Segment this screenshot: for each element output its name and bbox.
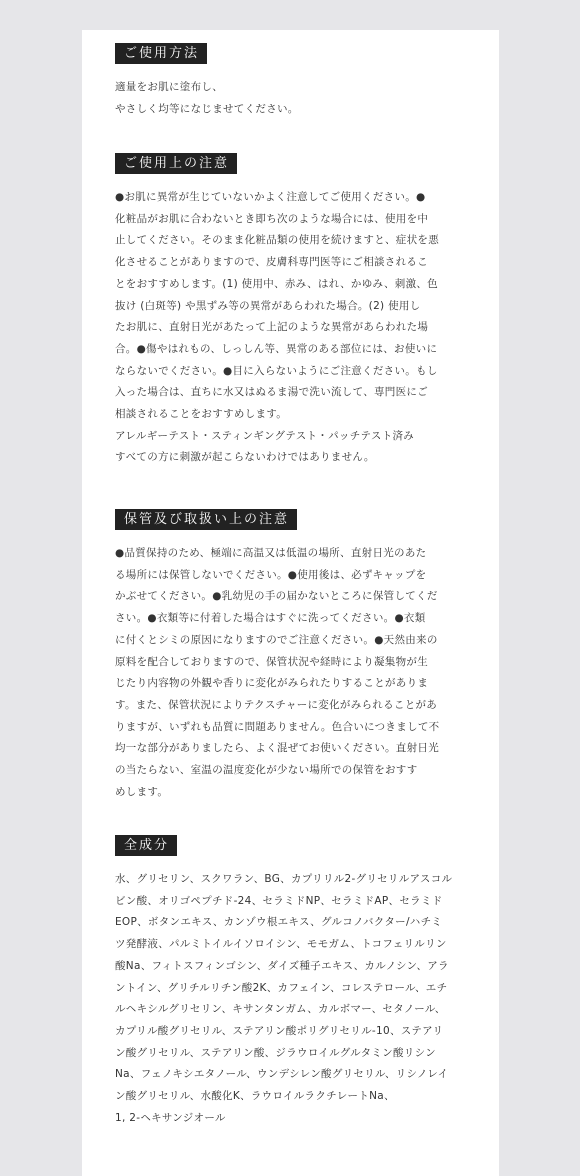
content-card — [82, 30, 499, 1176]
ingredients-heading: 全成分 — [115, 835, 177, 856]
precautions-heading: ご使用上の注意 — [115, 153, 237, 174]
precautions-section — [115, 152, 475, 469]
storage-section — [115, 508, 475, 803]
usage-section — [115, 42, 475, 120]
ingredients-text: 水、グリセリン、スクワラン、BG、カプリリル2-グリセリルアスコル ビン酸、オリゴペプチド-24、セラミドNP、セラミドAP、セラミド EOP、ボタンエキス、カンゾウ根エキス、グルコノバクター/ハチミ ツ発酵液、パルミトイルイソロイシン、モモガム、トコフェリルリン 酸Na、フィトスフィンゴシン、ダイズ種子エキス、カルノシン、アラ ントイン、グリチルリチン酸2K、カフェイン、コレステロール、エチ ルヘキシルグリセリン、キサンタンガム、カルボマー、セタノール、 カプリル酸グリセリル、ステアリン酸ポリグリセリル-10、ステアリ ン酸グリセリル、ステアリン酸、ジラウロイルグルタミン酸リシン Na、フェノキシエタノール、ウンデシレン酸グリセリル、リシノレイ ン酸グリセリル、水酸化K、ラウロイルラクチレートNa、 1, 2-ヘキサンジオール — [115, 873, 453, 1124]
ingredients-section — [115, 834, 475, 1129]
storage-heading: 保管及び取扱い上の注意 — [115, 509, 297, 530]
precautions-text: ●お肌に異常が生じていないかよく注意してご使用ください。● 化粧品がお肌に合わないとき即ち次のような場合には、使用を中 止してください。そのまま化粧品類の使用を続けますと、症状を悪 化させることがありますので、皮膚科専門医等にご相談されるこ とをおすすめします。(1) 使用中、赤み、はれ、かゆみ、刺激、色 抜け (白斑等) や黒ずみ等の異常があらわれた場合。(2) 使用し たお肌に、直射日光があたって上記のような異常があらわれた場 合。●傷やはれもの、しっしん等、異常のある部位には、お使いに ならないでください。●目に入らないようにご注意ください。もし 入った場合は、直ちに水又はぬるま湯で洗い流して、専門医にご 相談されることをおすすめします。 アレルギーテスト・スティンギングテスト・パッチテスト済み すべての方に刺激が起こらないわけではありません。 — [115, 191, 439, 464]
usage-text: 適量をお肌に塗布し、 やさしく均等になじませてください。 — [115, 81, 299, 115]
usage-heading: ご使用方法 — [115, 43, 207, 64]
storage-text: ●品質保持のため、極端に高温又は低温の場所、直射日光のあた る場所には保管しないでください。●使用後は、必ずキャップを かぶせてください。●乳幼児の手の届かないところに保管してくだ さい。●衣類等に付着した場合はすぐに洗ってください。●衣類 に付くとシミの原因になりますのでご注意ください。●天然由来の 原料を配合しておりますので、保管状況や経時により凝集物が生 じたり内容物の外観や香りに変化がみられたりすることがありま す。また、保管状況によりテクスチャーに変化がみられることがあ りますが、いずれも品質に問題ありません。色合いにつきまして不 均一な部分がありましたら、よく混ぜてお使いください。直射日光 の当たらない、室温の温度変化が少ない場所での保管をおすす めします。 — [115, 547, 440, 798]
